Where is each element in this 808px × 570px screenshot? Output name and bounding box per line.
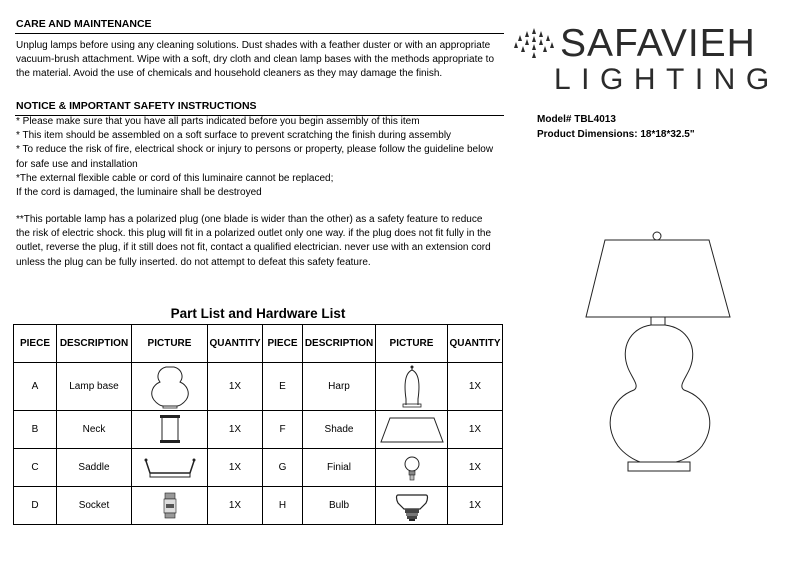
quantity-cell: 1X — [448, 411, 503, 449]
socket-icon — [160, 491, 180, 521]
brand-name: SAFAVIEH — [560, 22, 756, 65]
chandelier-icon — [514, 26, 554, 60]
piece-cell: H — [263, 487, 303, 525]
notice-line: * To reduce the risk of fire, electrical shock or injury to persons or property, please follow the guideline below — [16, 144, 494, 156]
col-header-piece: PIECE — [263, 325, 303, 363]
notice-line: for safe use and installation — [16, 158, 138, 170]
description-cell: Shade — [303, 411, 376, 449]
notice-line: If the cord is damaged, the luminaire shall be destroyed — [16, 187, 262, 199]
col-header-piece: PIECE — [14, 325, 57, 363]
table-row — [14, 411, 503, 449]
picture-cell — [376, 487, 448, 525]
notice-title: NOTICE & IMPORTANT SAFETY INSTRUCTIONS — [16, 100, 257, 112]
care-line: the material. Avoid the use of chemicals and household cleaners as they may damage the finish. — [16, 68, 443, 80]
picture-cell — [376, 449, 448, 487]
col-header-description: DESCRIPTION — [57, 325, 132, 363]
shade-icon — [378, 415, 446, 445]
description-cell: Neck — [57, 411, 132, 449]
model-number: Model# TBL4013 — [537, 114, 616, 125]
product-info — [537, 113, 695, 142]
care-text — [16, 39, 506, 82]
polarized-line: unless the plug can be fully inserted. do not attempt to defeat this safety feature. — [16, 256, 371, 268]
picture-cell — [132, 411, 208, 449]
description-cell: Bulb — [303, 487, 376, 525]
quantity-cell: 1X — [208, 449, 263, 487]
piece-cell: A — [14, 363, 57, 411]
piece-cell: G — [263, 449, 303, 487]
neck-icon — [155, 413, 185, 447]
quantity-cell: 1X — [448, 363, 503, 411]
description-cell: Harp — [303, 363, 376, 411]
lamp-illustration — [580, 228, 740, 478]
picture-cell — [132, 363, 208, 411]
product-dimensions: Product Dimensions: 18*18*32.5" — [537, 128, 695, 140]
notice-line: * This item should be assembled on a soft surface to prevent scratching the finish during assembly — [16, 130, 452, 142]
piece-cell: F — [263, 411, 303, 449]
description-cell: Lamp base — [57, 363, 132, 411]
lamp-finial — [653, 232, 661, 240]
saddle-icon — [142, 455, 198, 481]
piece-cell: D — [14, 487, 57, 525]
quantity-cell: 1X — [208, 411, 263, 449]
polarized-plug-text — [16, 213, 506, 270]
piece-cell: B — [14, 411, 57, 449]
bulb-icon — [394, 489, 430, 523]
picture-cell — [376, 411, 448, 449]
lamp-base-icon — [145, 365, 195, 409]
table-row — [14, 449, 503, 487]
safavieh-lighting-logo — [514, 22, 780, 96]
col-header-picture: PICTURE — [376, 325, 448, 363]
care-line: vacuum-brush attachment. Wipe with a soft, dry cloth and clean lamp bases with the methods appropriate to — [16, 54, 495, 66]
lamp-base-plinth — [628, 462, 690, 471]
quantity-cell: 1X — [208, 487, 263, 525]
col-header-quantity: QUANTITY — [448, 325, 503, 363]
notice-line: *The external flexible cable or cord of this luminaire cannot be replaced; — [16, 172, 334, 184]
picture-cell — [376, 363, 448, 411]
description-cell: Finial — [303, 449, 376, 487]
picture-cell — [132, 449, 208, 487]
col-header-description: DESCRIPTION — [303, 325, 376, 363]
care-title: CARE AND MAINTENANCE — [16, 18, 152, 30]
description-cell: Socket — [57, 487, 132, 525]
piece-cell: C — [14, 449, 57, 487]
table-row — [14, 363, 503, 411]
lamp-shade — [586, 240, 730, 317]
description-cell: Saddle — [57, 449, 132, 487]
quantity-cell: 1X — [208, 363, 263, 411]
brand-subname: LIGHTING — [554, 63, 780, 96]
polarized-line: **This portable lamp has a polarized plug (one blade is wider than the other) as a safety feature to reduce — [16, 214, 483, 225]
piece-cell: E — [263, 363, 303, 411]
col-header-quantity: QUANTITY — [208, 325, 263, 363]
part-list-title: Part List and Hardware List — [170, 306, 346, 321]
care-line: Unplug lamps before using any cleaning solutions. Dust shades with a feather duster or with an appropriate — [16, 40, 491, 51]
finial-icon — [400, 454, 424, 482]
care-divider — [15, 33, 504, 34]
picture-cell — [132, 487, 208, 525]
lamp-body — [610, 325, 710, 462]
parts-table — [13, 324, 503, 525]
polarized-line: outlet, reverse the plug, if it still does not fit, contact a qualified electrician. never use with an extension cord — [16, 242, 491, 254]
quantity-cell: 1X — [448, 449, 503, 487]
col-header-picture: PICTURE — [132, 325, 208, 363]
quantity-cell: 1X — [448, 487, 503, 525]
harp-icon — [397, 365, 427, 409]
notice-text — [16, 115, 506, 200]
lamp-neck — [651, 317, 665, 325]
polarized-line: the risk of electric shock. this plug will fit in a polarized outlet only one way. if the plug does not fit fully in the — [16, 228, 492, 240]
table-row — [14, 487, 503, 525]
table-header-row — [14, 325, 503, 363]
notice-line: * Please make sure that you have all parts indicated before you begin assembly of this item — [16, 116, 420, 127]
